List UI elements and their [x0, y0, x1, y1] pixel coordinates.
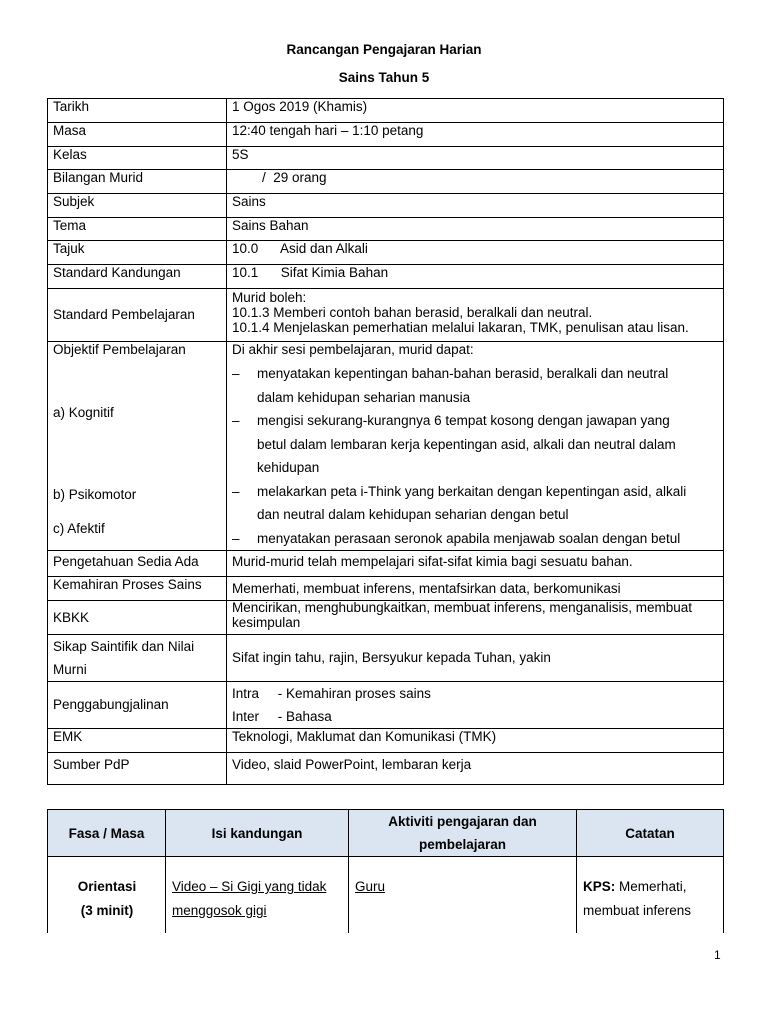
- dash-bullet: –: [232, 483, 240, 499]
- row-tarikh: [48, 99, 724, 123]
- cell-isi: [166, 857, 349, 934]
- header-fasa: Fasa / Masa: [48, 810, 166, 857]
- value-bilangan: / 29 orang: [227, 170, 724, 194]
- row-standard-pembelajaran: [48, 289, 724, 342]
- kbkk-line-2: kesimpulan: [232, 614, 301, 630]
- kbkk-line-1: Mencirikan, menghubungkaitkan, membuat inferens, menganalisis, membuat: [232, 600, 692, 615]
- cell-aktiviti: [349, 857, 577, 934]
- value-kbkk: [227, 601, 724, 635]
- catatan-line-1: Memerhati,: [615, 879, 687, 894]
- label-kps: Kemahiran Proses Sains: [48, 577, 227, 601]
- row-sumber: [48, 753, 724, 785]
- phase-row-orientasi: [48, 857, 724, 934]
- header-catatan: Catatan: [577, 810, 724, 857]
- label-kelas: Kelas: [48, 147, 227, 170]
- sp-line-1: Murid boleh:: [232, 290, 307, 305]
- row-subjek: [48, 194, 724, 218]
- fasa-name: Orientasi: [77, 879, 137, 894]
- dash-bullet: –: [232, 530, 240, 546]
- aktiviti-guru: Guru: [355, 879, 386, 894]
- label-pengetahuan: Pengetahuan Sedia Ada: [48, 551, 227, 577]
- phase-header-row: [48, 810, 724, 857]
- value-emk: Teknologi, Maklumat dan Komunikasi (TMK): [227, 729, 724, 753]
- row-tajuk: [48, 241, 724, 265]
- label-masa: Masa: [48, 123, 227, 147]
- row-bilangan: [48, 170, 724, 194]
- label-tajuk: Tajuk: [48, 241, 227, 265]
- value-sikap: Sifat ingin tahu, rajin, Bersyukur kepada Tuhan, yakin: [227, 635, 724, 682]
- label-standard-kandungan: Standard Kandungan: [48, 265, 227, 289]
- objektif-item-2: [232, 409, 718, 480]
- row-kbkk: [48, 601, 724, 635]
- objektif-afektif: c) Afektif: [53, 521, 105, 536]
- gabung-intra: Intra - Kemahiran proses sains: [232, 686, 431, 701]
- objektif-kognitif: a) Kognitif: [53, 405, 114, 420]
- objektif-3b: dan neutral dalam kehidupan seharian dengan betul: [257, 507, 569, 522]
- gabung-inter: Inter - Bahasa: [232, 709, 332, 724]
- row-sikap: [48, 635, 724, 682]
- page-number: 1: [714, 948, 721, 962]
- objektif-1b: dalam kehidupan seharian manusia: [257, 389, 471, 405]
- label-subjek: Subjek: [48, 194, 227, 218]
- label-kbkk: KBKK: [48, 601, 227, 635]
- objektif-1a: menyatakan kepentingan bahan-bahan berasid, beralkali dan neutral: [257, 366, 669, 381]
- dash-bullet: –: [232, 366, 240, 381]
- dash-bullet: –: [232, 413, 240, 428]
- catatan-line-2: membuat inferens: [583, 903, 692, 918]
- cell-fasa: [48, 857, 166, 934]
- value-subjek: Sains: [227, 194, 724, 218]
- label-objektif: [48, 342, 227, 551]
- lesson-info-table: [47, 98, 724, 785]
- isi-line-2: menggosok gigi: [172, 903, 267, 918]
- header-aktiviti-2: pembelajaran: [418, 837, 507, 852]
- label-emk: EMK: [48, 729, 227, 753]
- row-masa: [48, 123, 724, 147]
- value-tarikh: 1 Ogos 2019 (Khamis): [227, 99, 724, 123]
- phase-table: [47, 809, 724, 933]
- header-aktiviti-1: Aktiviti pengajaran dan: [388, 814, 537, 829]
- header-aktiviti: [349, 810, 577, 857]
- row-emk: [48, 729, 724, 753]
- label-bilangan: Bilangan Murid: [48, 170, 227, 194]
- label-standard-pembelajaran: Standard Pembelajaran: [48, 289, 227, 342]
- fasa-masa: (3 minit): [80, 903, 134, 918]
- objektif-title: Objektif Pembelajaran: [53, 342, 186, 357]
- sp-line-2: 10.1.3 Memberi contoh bahan berasid, beralkali dan neutral.: [232, 305, 593, 320]
- sikap-label-2: Murni: [53, 662, 87, 677]
- page-subtitle: Sains Tahun 5: [338, 70, 430, 85]
- label-tarikh: Tarikh: [48, 99, 227, 123]
- objektif-4a: menyatakan perasaan seronok apabila menjawab soalan dengan betul: [257, 530, 681, 546]
- isi-line-1: Video – Si Gigi yang tidak: [172, 879, 327, 894]
- value-standard-kandungan: 10.1 Sifat Kimia Bahan: [227, 265, 724, 289]
- row-kelas: [48, 147, 724, 170]
- value-kelas: 5S: [227, 147, 724, 170]
- value-objektif: [227, 342, 724, 551]
- objektif-2c: kehidupan: [257, 460, 320, 475]
- row-kps: [48, 577, 724, 601]
- label-penggabungjalinan: Penggabungjalinan: [48, 682, 227, 729]
- objektif-item-1: [232, 362, 718, 409]
- value-pengetahuan: Murid-murid telah mempelajari sifat-sifat kimia bagi sesuatu bahan.: [227, 551, 724, 577]
- objektif-3a: melakarkan peta i-Think yang berkaitan dengan kepentingan asid, alkali: [257, 483, 687, 499]
- label-tema: Tema: [48, 218, 227, 241]
- value-standard-pembelajaran: [227, 289, 724, 342]
- value-sumber: Video, slaid PowerPoint, lembaran kerja: [227, 753, 724, 785]
- catatan-kps-label: KPS:: [583, 879, 616, 894]
- label-sikap: [48, 635, 227, 682]
- objektif-psikomotor: b) Psikomotor: [53, 487, 137, 502]
- sikap-label-1: Sikap Saintifik dan Nilai: [53, 639, 195, 654]
- header-isi: Isi kandungan: [166, 810, 349, 857]
- value-kps: Memerhati, membuat inferens, mentafsirkan data, berkomunikasi: [227, 577, 724, 601]
- sp-line-3: 10.1.4 Menjelaskan pemerhatian melalui lakaran, TMK, penulisan atau lisan.: [232, 320, 689, 335]
- row-pengetahuan: [48, 551, 724, 577]
- objektif-intro: Di akhir sesi pembelajaran, murid dapat:: [232, 342, 474, 357]
- row-objektif: [48, 342, 724, 551]
- objektif-item-4: [232, 527, 718, 551]
- value-tema: Sains Bahan: [227, 218, 724, 241]
- objektif-item-3: [232, 480, 718, 527]
- page-title: Rancangan Pengajaran Harian: [286, 42, 482, 57]
- row-tema: [48, 218, 724, 241]
- objektif-2b: betul dalam lembaran kerja kepentingan asid, alkali dan neutral dalam: [257, 436, 676, 452]
- objektif-2a: mengisi sekurang-kurangnya 6 tempat kosong dengan jawapan yang: [257, 413, 670, 428]
- label-sumber: Sumber PdP: [48, 753, 227, 785]
- row-penggabungjalinan: [48, 682, 724, 729]
- cell-catatan: [577, 857, 724, 934]
- value-tajuk: 10.0 Asid dan Alkali: [227, 241, 724, 265]
- row-standard-kandungan: [48, 265, 724, 289]
- value-penggabungjalinan: [227, 682, 724, 729]
- value-masa: 12:40 tengah hari – 1:10 petang: [227, 123, 724, 147]
